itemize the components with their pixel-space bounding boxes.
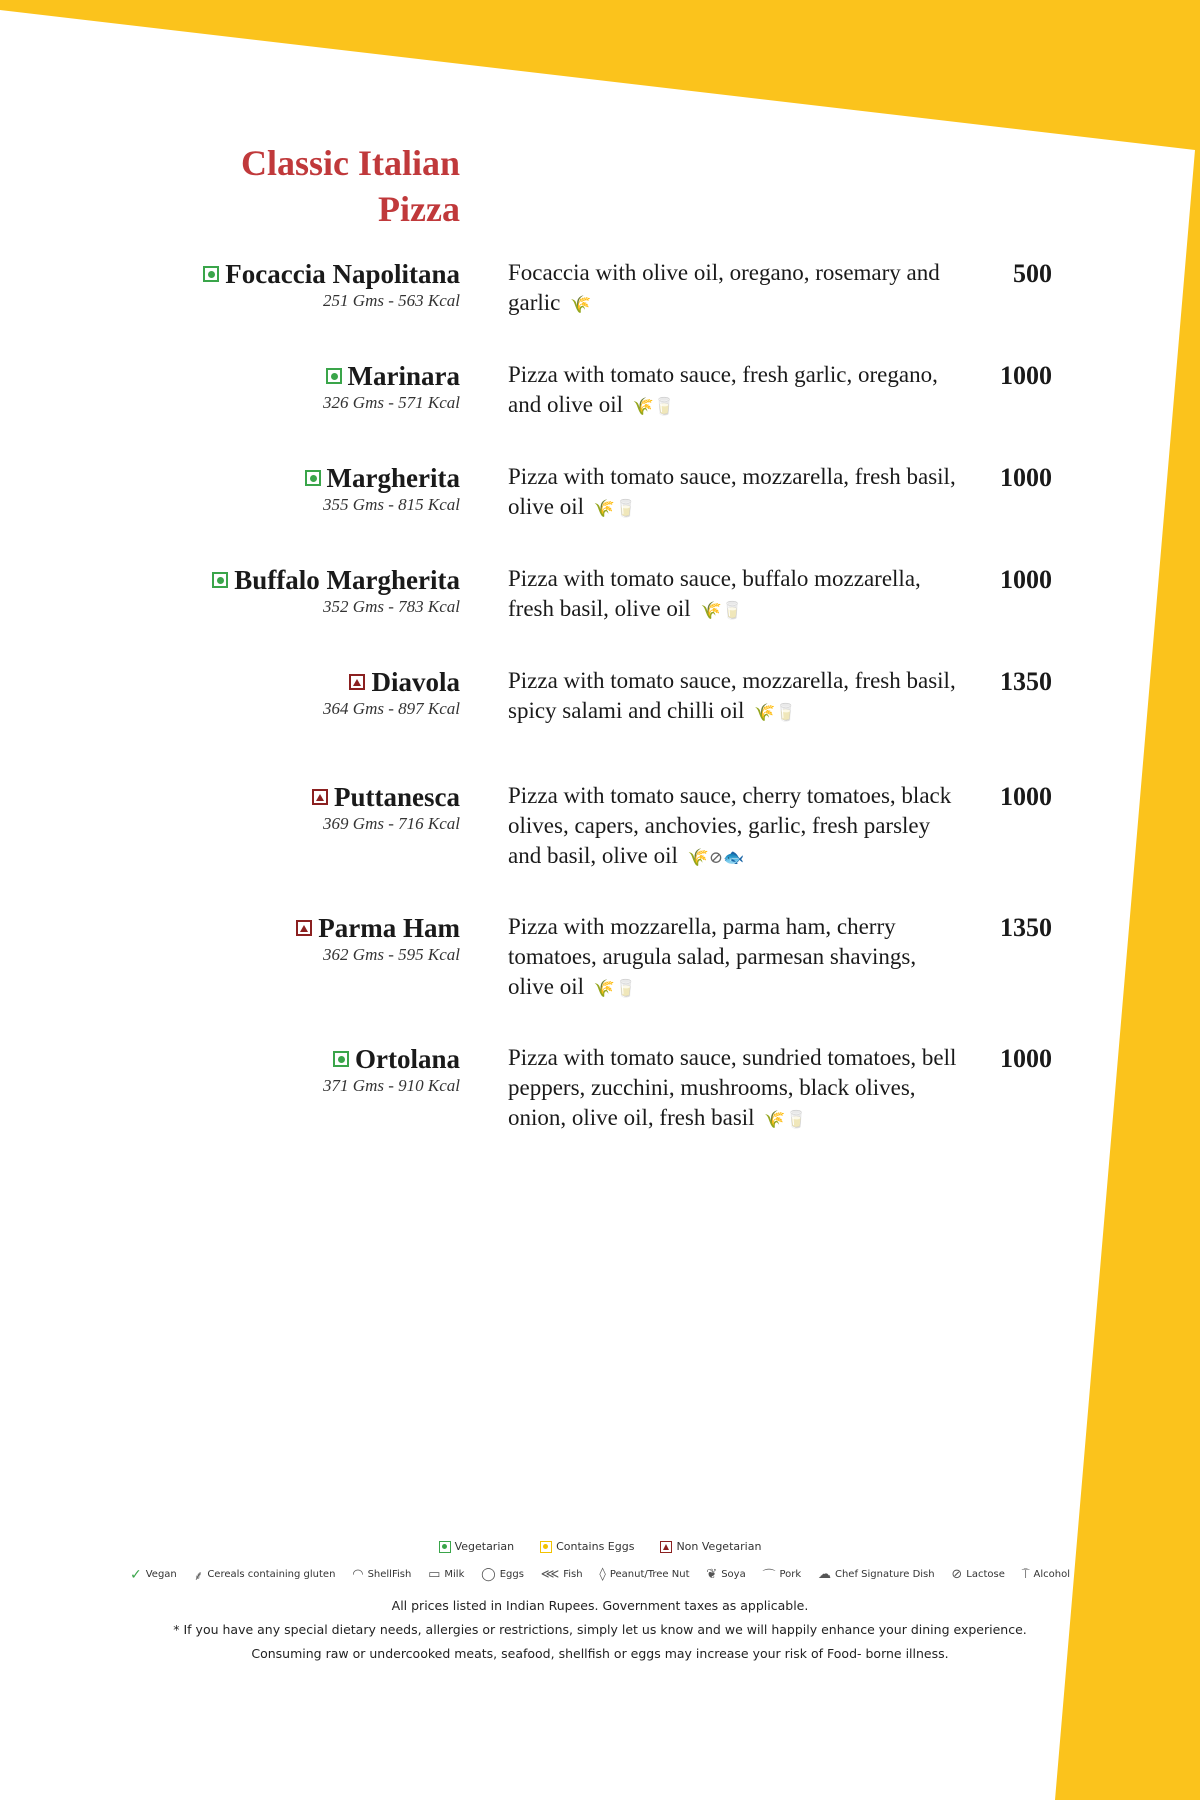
item-weight-calories: 369 Gms - 716 Kcal [323, 814, 460, 833]
egg-icon: ◯ [481, 1567, 496, 1582]
vegetarian-icon [305, 470, 321, 486]
item-description: Pizza with tomato sauce, mozzarella, fresh basil, spicy salami and chilli oil 🌾🥛 [508, 668, 956, 723]
legend-lactose: ⊘ Lactose [951, 1567, 1005, 1582]
item-price: 1000 [1000, 782, 1052, 811]
legend-chef: ☁ Chef Signature Dish [817, 1567, 935, 1582]
note-raw-food-warning: Consuming raw or undercooked meats, seafood, shellfish or eggs may increase your risk of Food- borne illness. [251, 1646, 949, 1661]
item-description: Pizza with tomato sauce, sundried tomatoes, bell peppers, zucchini, mushrooms, black olives, onion, olive oil, fresh basil 🌾🥛 [508, 1045, 957, 1130]
section-title: Classic Italian Pizza [240, 143, 460, 229]
vegetarian-icon [203, 266, 219, 282]
lactose-free-icon: ⊘ [951, 1567, 963, 1582]
allergen-icons: 🌾🥛 [593, 979, 637, 998]
allergen-icons: 🌾🥛 [754, 703, 797, 722]
item-description: Pizza with tomato sauce, fresh garlic, oregano, and olive oil 🌾🥛 [508, 362, 938, 417]
non-vegetarian-icon [349, 674, 365, 690]
legend-fish: ⋘ Fish [540, 1567, 583, 1582]
item-weight-calories: 352 Gms - 783 Kcal [323, 597, 460, 616]
legend-pork: ⌒ Pork [762, 1565, 801, 1584]
vegetarian-icon [326, 368, 342, 384]
item-name: Marinara [347, 361, 460, 391]
non-vegetarian-icon [660, 1541, 672, 1553]
allergen-icons: 🌾 [570, 295, 592, 314]
non-vegetarian-icon [312, 789, 328, 805]
item-weight-calories: 371 Gms - 910 Kcal [323, 1076, 460, 1095]
legend [130, 1540, 1070, 1666]
item-weight-calories: 362 Gms - 595 Kcal [323, 945, 460, 964]
allergen-legend [130, 1565, 1070, 1584]
item-weight-calories: 355 Gms - 815 Kcal [323, 495, 460, 514]
fish-icon: ⋘ [540, 1567, 560, 1582]
legend-eggs: ◯ Eggs [481, 1567, 524, 1582]
legend-peanut: ◊ Peanut/Tree Nut [599, 1567, 690, 1582]
item-price: 500 [1013, 259, 1052, 288]
allergen-icons: 🌾🥛 [593, 499, 637, 518]
legend-cereals: ⸙ Cereals containing gluten [194, 1566, 336, 1584]
item-weight-calories: 364 Gms - 897 Kcal [323, 699, 460, 718]
item-description: Pizza with tomato sauce, mozzarella, fresh basil, olive oil 🌾🥛 [508, 464, 956, 519]
item-weight-calories: 326 Gms - 571 Kcal [323, 393, 460, 412]
legend-milk: ▭ Milk [428, 1567, 465, 1582]
note-dietary: * If you have any special dietary needs, allergies or restrictions, simply let us know and we will happily enhance your dining experience. [173, 1622, 1027, 1637]
vegetarian-icon [439, 1541, 451, 1553]
non-vegetarian-icon [296, 920, 312, 936]
contains-eggs-icon [540, 1541, 552, 1553]
item-name: Ortolana [355, 1044, 460, 1074]
soya-icon: ❦ [706, 1567, 718, 1582]
peanut-icon: ◊ [599, 1567, 606, 1582]
legend-vegan: ✓ Vegan [130, 1566, 177, 1583]
allergen-icons: 🌾🥛 [764, 1110, 807, 1129]
vegetarian-icon [333, 1051, 349, 1067]
footer-notes [130, 1594, 1070, 1666]
legend-vegetarian: Vegetarian [439, 1540, 515, 1553]
item-price: 1000 [1000, 1044, 1052, 1073]
allergen-icons: 🌾🥛 [632, 397, 676, 416]
chef-hat-icon: ☁ [817, 1567, 831, 1582]
pork-icon: ⌒ [762, 1569, 776, 1584]
diet-legend [130, 1540, 1070, 1553]
item-price: 1000 [1000, 565, 1052, 594]
item-price: 1000 [1000, 463, 1052, 492]
item-name: Diavola [371, 667, 460, 697]
bottle-icon: ⍑ [1021, 1567, 1030, 1582]
legend-non-vegetarian: Non Vegetarian [660, 1540, 761, 1553]
legend-soya: ❦ Soya [706, 1567, 746, 1582]
milk-carton-icon: ▭ [428, 1567, 441, 1582]
wheat-icon: ⸙ [193, 1568, 204, 1584]
item-name: Focaccia Napolitana [225, 259, 460, 289]
item-price: 1000 [1000, 361, 1052, 390]
item-description: Pizza with mozzarella, parma ham, cherry tomatoes, arugula salad, parmesan shavings, olive oil 🌾🥛 [508, 914, 917, 999]
item-price: 1350 [1000, 667, 1052, 696]
item-name: Buffalo Margherita [234, 565, 460, 595]
shell-icon: ◠ [352, 1567, 364, 1582]
item-description: Pizza with tomato sauce, cherry tomatoes, black olives, capers, anchovies, garlic, fresh parsley and basil, olive oil 🌾⊘🐟 [508, 783, 952, 868]
vegetarian-icon [212, 572, 228, 588]
allergen-icons: 🌾⊘🐟 [687, 848, 745, 867]
legend-alcohol: ⍑ Alcohol [1021, 1567, 1070, 1582]
legend-shellfish: ◠ ShellFish [352, 1567, 412, 1582]
allergen-icons: 🌾🥛 [700, 601, 743, 620]
vegan-icon: ✓ [130, 1566, 142, 1583]
item-name: Puttanesca [334, 782, 460, 812]
item-description: Pizza with tomato sauce, buffalo mozzarella, fresh basil, olive oil 🌾🥛 [508, 566, 921, 621]
legend-contains-eggs: Contains Eggs [540, 1540, 634, 1553]
item-name: Parma Ham [318, 913, 460, 943]
note-prices: All prices listed in Indian Rupees. Government taxes as applicable. [391, 1598, 809, 1613]
item-description: Focaccia with olive oil, oregano, rosemary and garlic 🌾 [508, 260, 940, 315]
item-name: Margherita [326, 463, 460, 493]
item-price: 1350 [1000, 913, 1052, 942]
item-weight-calories: 251 Gms - 563 Kcal [323, 291, 460, 310]
